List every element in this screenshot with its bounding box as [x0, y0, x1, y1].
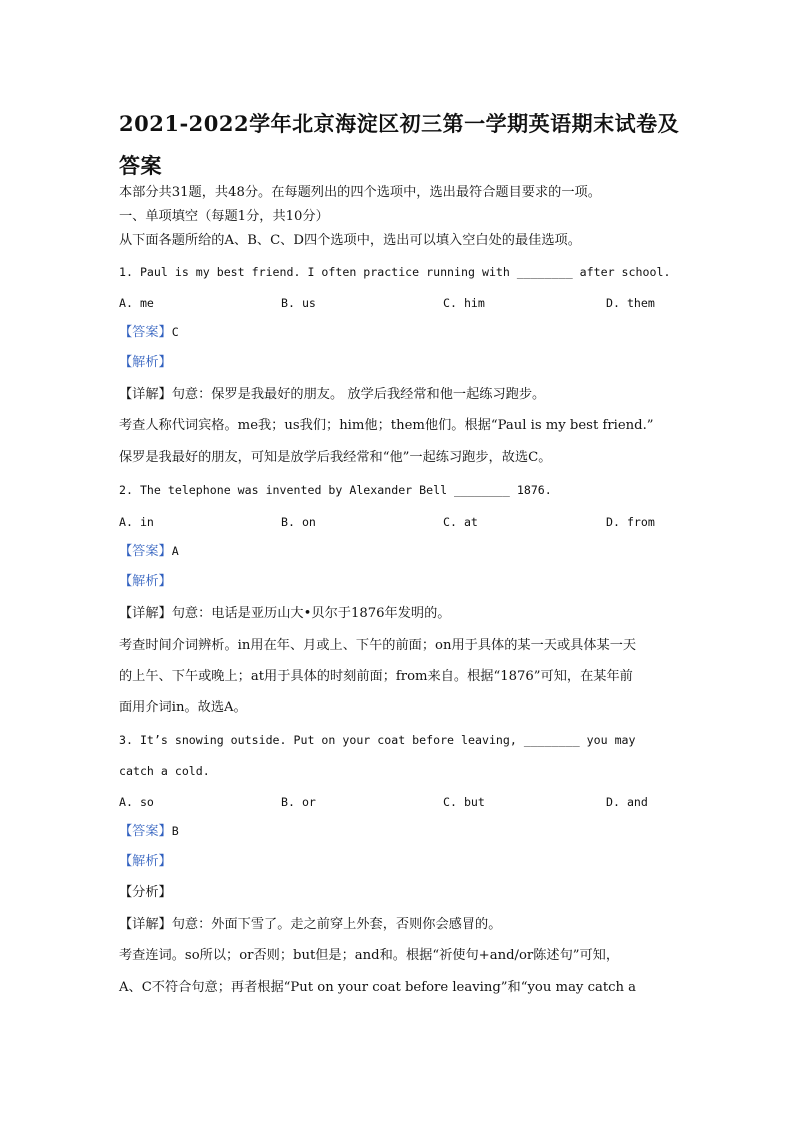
question-3-option-c: C. but — [443, 795, 485, 809]
answer-value: B — [171, 824, 179, 838]
answer-label: 【答案】 — [119, 544, 172, 559]
detail-label: 【详解】 — [119, 387, 172, 402]
detail-text: 句意：保罗是我最好的朋友。 放学后我经常和他一起练习跑步。 — [171, 387, 546, 402]
question-3-detail-2: 考查连词。so所以；or否则；but但是；and和。根据“祈使句+and/or陈述句”可知， — [119, 948, 620, 963]
question-1-detail-1 — [119, 386, 545, 404]
question-2-option-a: A. in — [119, 515, 154, 529]
question-3-option-d: D. and — [606, 795, 648, 809]
analyze-label: 【分析】 — [119, 885, 172, 900]
question-1-option-a: A. me — [119, 296, 154, 310]
analysis-label: 【解析】 — [119, 574, 172, 589]
detail-text: 句意：电话是亚历山大•贝尔于1876年发明的。 — [171, 606, 451, 621]
answer-value: C — [171, 325, 179, 339]
question-3-option-a: A. so — [119, 795, 154, 809]
question-2-analysis — [119, 573, 172, 591]
question-3-answer — [119, 822, 179, 841]
question-2-detail-4: 面用介词in。故选A。 — [119, 700, 247, 715]
question-2-option-b: B. on — [281, 515, 316, 529]
intro-text: 本部分共31题，共48分。在每题列出的四个选项中，选出最符合题目要求的一项。 — [119, 185, 601, 200]
question-2-answer — [119, 542, 179, 561]
question-2-option-d: D. from — [606, 515, 655, 529]
question-2-stem: 2. The telephone was invented by Alexander Bell ________ 1876. — [119, 483, 552, 497]
analysis-label: 【解析】 — [119, 854, 172, 869]
question-3-detail-1 — [119, 916, 501, 934]
question-1-detail-2: 考查人称代词宾格。me我；us我们；him他；them他们。根据“Paul is my best friend.” — [119, 418, 654, 433]
question-3-stem-1: 3. It’s snowing outside. Put on your coat before leaving, ________ you may — [119, 733, 636, 747]
detail-label: 【详解】 — [119, 917, 172, 932]
question-3-detail-3: A、C不符合句意；再者根据“Put on your coat before leaving”和“you may catch a — [119, 980, 637, 995]
question-2-detail-2: 考查时间介词辨析。in用在年、月或上、下午的前面；on用于具体的某一天或具体某一天 — [119, 638, 637, 653]
answer-label: 【答案】 — [119, 325, 172, 340]
document-title: 2021-2022学年北京海淀区初三第一学期英语期末试卷及答案 — [119, 111, 680, 178]
question-3-stem-2: catch a cold. — [119, 764, 210, 778]
question-2-detail-3: 的上午、下午或晚上；at用于具体的时刻前面；from来自。根据“1876”可知，在某年前 — [119, 669, 633, 684]
detail-text: 句意：外面下雪了。走之前穿上外套，否则你会感冒的。 — [171, 917, 502, 932]
answer-label: 【答案】 — [119, 824, 172, 839]
question-3-option-b: B. or — [281, 795, 316, 809]
analysis-label: 【解析】 — [119, 355, 172, 370]
question-2-option-c: C. at — [443, 515, 478, 529]
question-1-option-d: D. them — [606, 296, 655, 310]
question-2-detail-1 — [119, 605, 450, 623]
answer-value: A — [171, 544, 179, 558]
question-1-stem: 1. Paul is my best friend. I often practice running with ________ after school. — [119, 265, 671, 279]
question-1-detail-3: 保罗是我最好的朋友，可知是放学后我经常和“他”一起练习跑步，故选C。 — [119, 450, 552, 465]
question-1-analysis — [119, 354, 172, 372]
section-instruction: 从下面各题所给的A、B、C、D四个选项中，选出可以填入空白处的最佳选项。 — [119, 233, 581, 248]
question-1-option-b: B. us — [281, 296, 316, 310]
section-heading: 一、单项填空（每题1分，共10分） — [119, 209, 329, 224]
question-3-analysis — [119, 853, 172, 871]
detail-label: 【详解】 — [119, 606, 172, 621]
question-1-answer — [119, 323, 179, 342]
question-3-analyze — [119, 884, 172, 902]
question-1-option-c: C. him — [443, 296, 485, 310]
